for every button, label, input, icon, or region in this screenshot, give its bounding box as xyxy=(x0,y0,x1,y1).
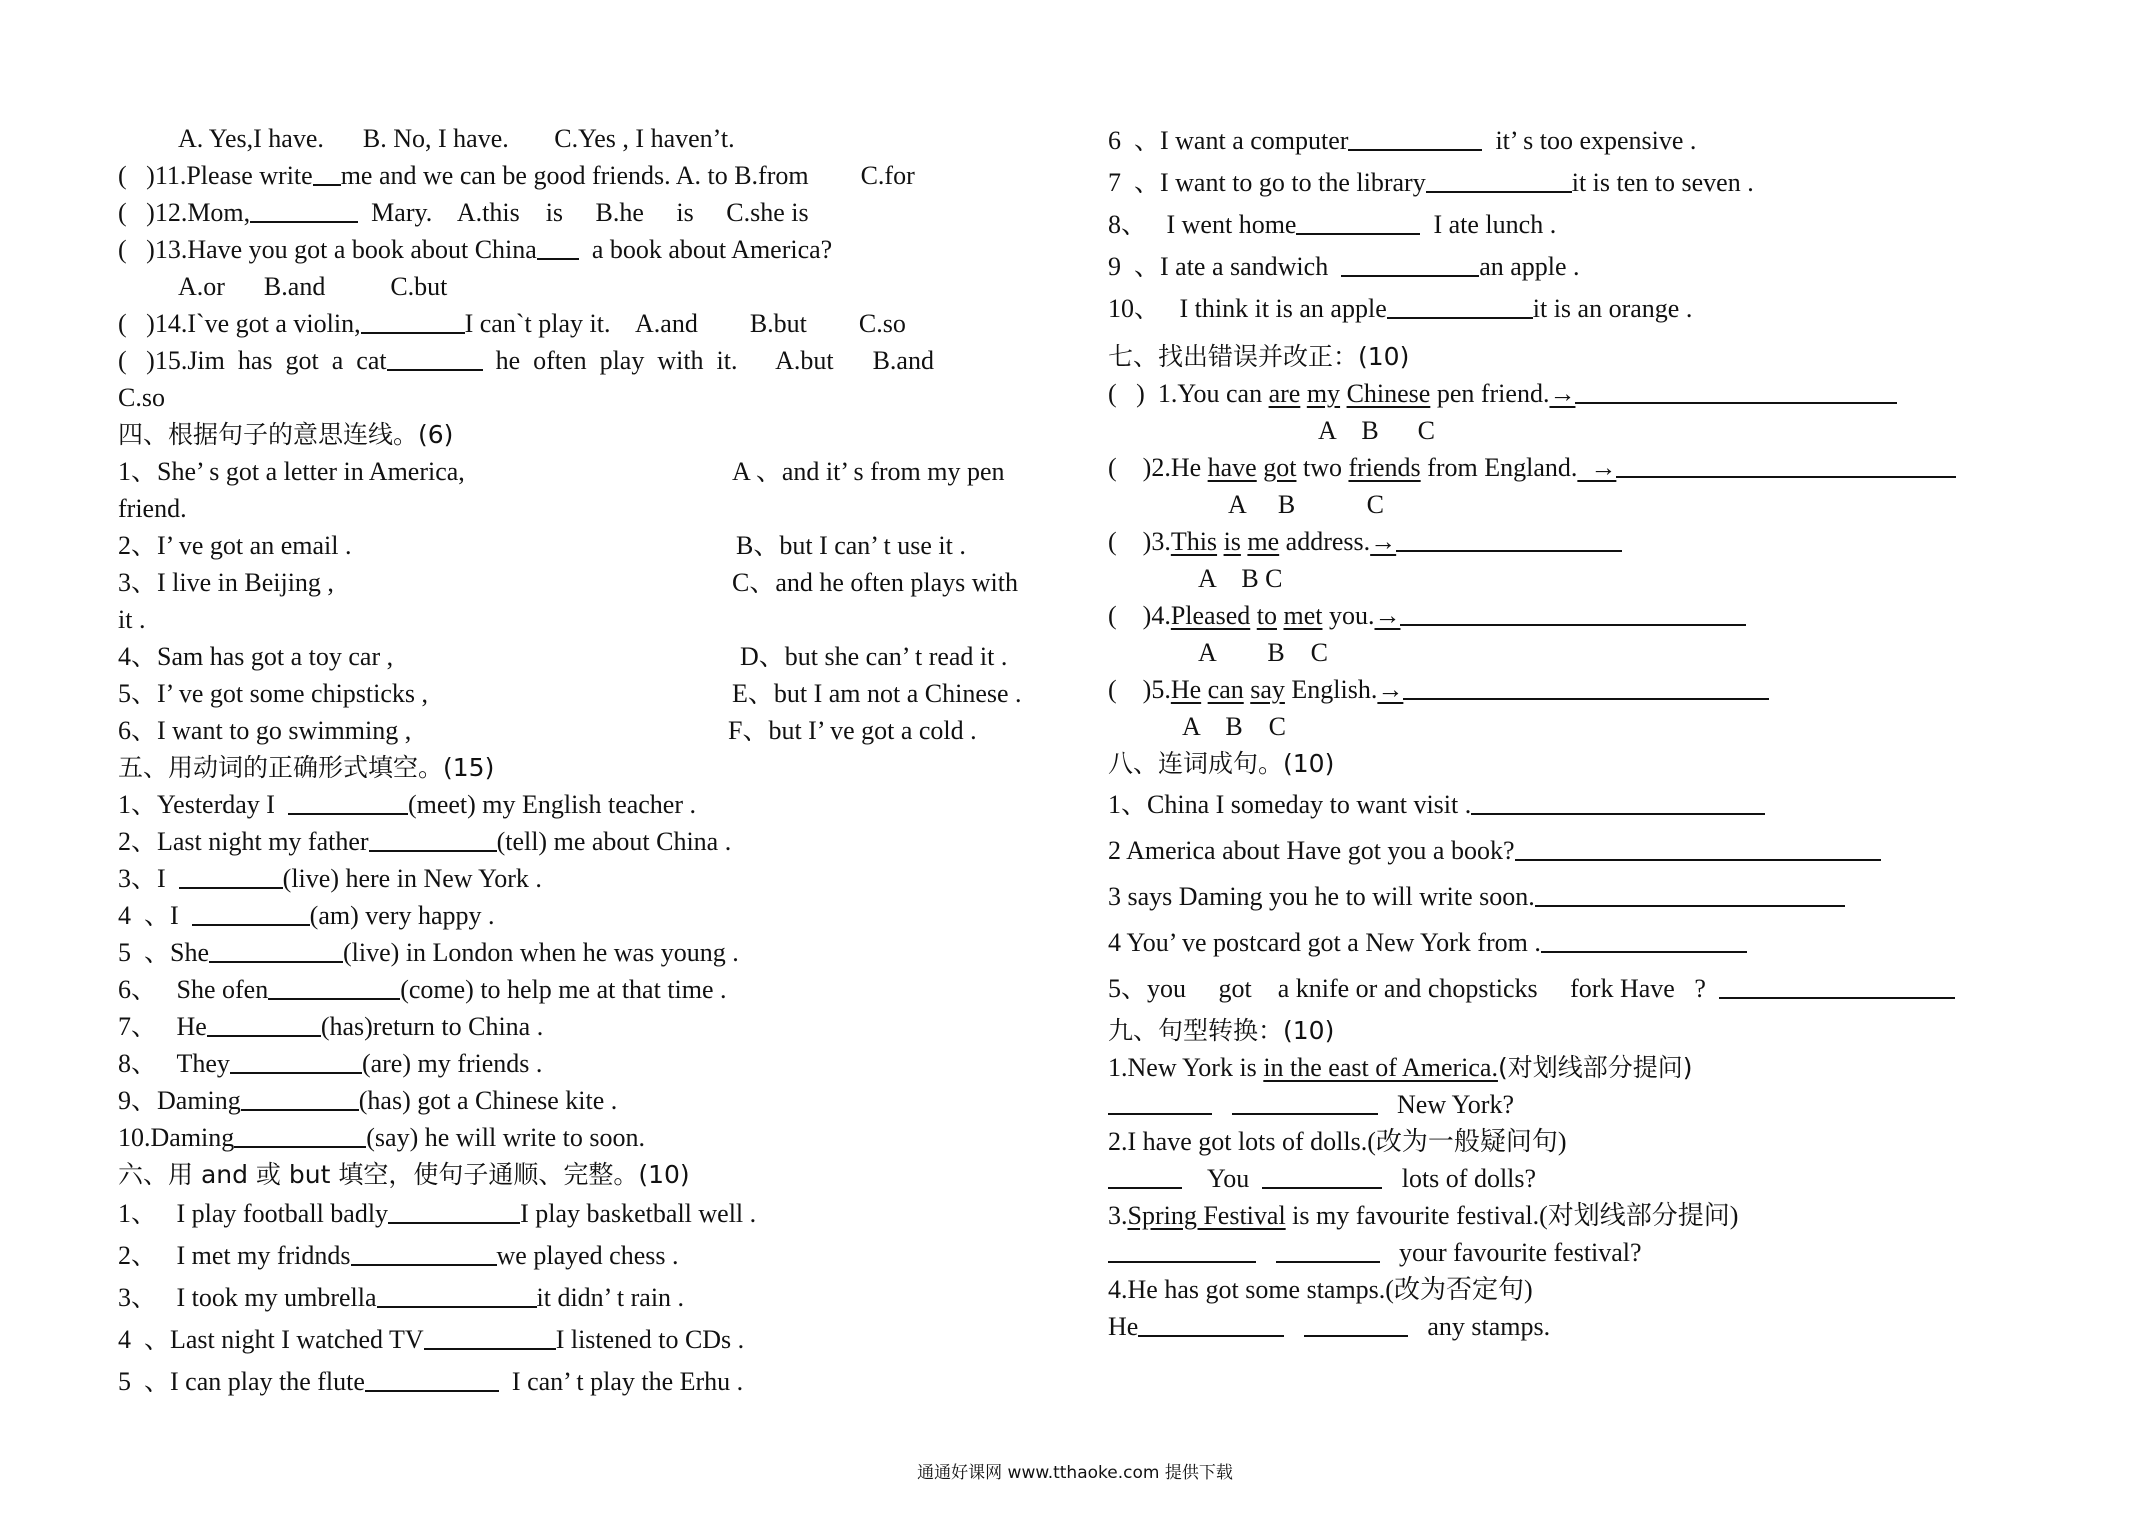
question-15: ( )15.Jim has got a cat he often play with it. A.but B.and xyxy=(118,342,1068,379)
andbut-item: 6 、I want a computer it’ s too expensive . xyxy=(1108,120,2038,162)
verb-item: 10.Daming (say) he will write to soon. xyxy=(118,1119,1068,1156)
verb-item: 2、Last night my father (tell) me about China . xyxy=(118,823,1068,860)
error-letters: A B C xyxy=(1182,712,1287,741)
transform-2: 2.I have got lots of dolls.(改为一般疑问句) xyxy=(1108,1127,1567,1156)
verb-item: 9、Daming (has) got a Chinese kite . xyxy=(118,1082,1068,1119)
transform-3-answer: your favourite festival? xyxy=(1108,1234,2038,1271)
match-row: friend. xyxy=(118,494,187,523)
andbut-item: 5 、I can play the flute I can’ t play the Erhu . xyxy=(118,1361,1068,1403)
transform-4-answer: He any stamps. xyxy=(1108,1308,2038,1345)
section-7-title: 七、找出错误并改正：(10) xyxy=(1108,342,1410,371)
left-column xyxy=(118,120,1068,1403)
footer-credit: 通通好课网 www.tthaoke.com 提供下载 xyxy=(917,1463,1233,1483)
match-row: 1、She’ s got a letter in America, A 、and it’ s from my pen xyxy=(118,457,1005,486)
match-row: it . xyxy=(118,605,146,634)
verb-item: 1、Yesterday I (meet) my English teacher . xyxy=(118,786,1068,823)
transform-4: 4.He has got some stamps.(改为否定句) xyxy=(1108,1275,1533,1304)
transform-1-answer: New York? xyxy=(1108,1086,2038,1123)
error-letters: A B C xyxy=(1318,416,1436,445)
error-item: ( )4.Pleased to met you.→ xyxy=(1108,597,2038,634)
error-letters: A B C xyxy=(1228,490,1385,519)
andbut-item: 7 、I want to go to the library it is ten to seven . xyxy=(1108,162,2038,204)
verb-item: 5 、She (live) in London when he was young . xyxy=(118,934,1068,971)
transform-2-answer: You lots of dolls? xyxy=(1108,1160,2038,1197)
section-6-title: 六、用 and 或 but 填空，使句子通顺、完整。(10) xyxy=(118,1160,690,1189)
error-item: ( )3.This is me address.→ xyxy=(1108,523,2038,560)
error-item: ( )2.He have got two friends from England. → xyxy=(1108,449,2038,486)
andbut-item: 8、 I went home I ate lunch . xyxy=(1108,204,2038,246)
word-order-item: 1、China I someday to want visit . xyxy=(1108,782,2038,828)
section-5-title: 五、用动词的正确形式填空。(15) xyxy=(118,753,495,782)
q15-option-c: C.so xyxy=(118,383,165,412)
error-item: ( ) 1.You can are my Chinese pen friend.→ xyxy=(1108,375,2038,412)
match-row: 3、I live in Beijing , C、and he often plays with xyxy=(118,568,1018,597)
andbut-item: 4 、Last night I watched TV I listened to CDs . xyxy=(118,1319,1068,1361)
word-order-item: 4 You’ ve postcard got a New York from . xyxy=(1108,920,2038,966)
andbut-item: 10、 I think it is an apple it is an orange . xyxy=(1108,288,2038,330)
verb-item: 4 、I (am) very happy . xyxy=(118,897,1068,934)
andbut-item: 9 、I ate a sandwich an apple . xyxy=(1108,246,2038,288)
right-column xyxy=(1108,120,2038,1345)
match-row: 6、I want to go swimming , F、but I’ ve got a cold . xyxy=(118,716,977,745)
match-row: 5、I’ ve got some chipsticks , E、but I am not a Chinese . xyxy=(118,679,1022,708)
error-item: ( )5.He can say English.→ xyxy=(1108,671,2038,708)
question-13: ( )13.Have you got a book about China a book about America? xyxy=(118,231,1068,268)
word-order-item: 2 America about Have got you a book? xyxy=(1108,828,2038,874)
q13-options: A.or B.and C.but xyxy=(178,272,448,301)
question-12: ( )12.Mom, Mary. A.this is B.he is C.she is xyxy=(118,194,1068,231)
andbut-item: 3、 I took my umbrella it didn’ t rain . xyxy=(118,1277,1068,1319)
error-letters: A B C xyxy=(1198,638,1329,667)
transform-3: 3.Spring Festival is my favourite festival.(对划线部分提问) xyxy=(1108,1201,1739,1230)
andbut-item: 1、 I play football badly I play basketball well . xyxy=(118,1193,1068,1235)
verb-item: 6、 She ofen (come) to help me at that time . xyxy=(118,971,1068,1008)
verb-item: 3、I (live) here in New York . xyxy=(118,860,1068,897)
question-11: ( )11.Please write me and we can be good friends. A. to B.from C.for xyxy=(118,157,1068,194)
section-8-title: 八、连词成句。(10) xyxy=(1108,749,1335,778)
andbut-item: 2、 I met my fridnds we played chess . xyxy=(118,1235,1068,1277)
section-9-title: 九、句型转换：(10) xyxy=(1108,1016,1335,1045)
match-row: 4、Sam has got a toy car , D、but she can’ t read it . xyxy=(118,642,1008,671)
verb-item: 7、 He (has)return to China . xyxy=(118,1008,1068,1045)
word-order-item: 5、you got a knife or and chopsticks fork Have ? xyxy=(1108,966,2038,1012)
q10-options: A. Yes,I have. B. No, I have. C.Yes , I haven’t. xyxy=(178,124,735,153)
question-14: ( )14.I`ve got a violin, I can`t play it. A.and B.but C.so xyxy=(118,305,1068,342)
word-order-item: 3 says Daming you he to will write soon. xyxy=(1108,874,2038,920)
section-4-title: 四、根据句子的意思连线。(6) xyxy=(118,420,454,449)
match-row: 2、I’ ve got an email . B、but I can’ t use it . xyxy=(118,531,966,560)
error-letters: A B C xyxy=(1198,564,1283,593)
transform-1: 1.New York is in the east of America.(对划线部分提问) xyxy=(1108,1053,1693,1082)
verb-item: 8、 They (are) my friends . xyxy=(118,1045,1068,1082)
